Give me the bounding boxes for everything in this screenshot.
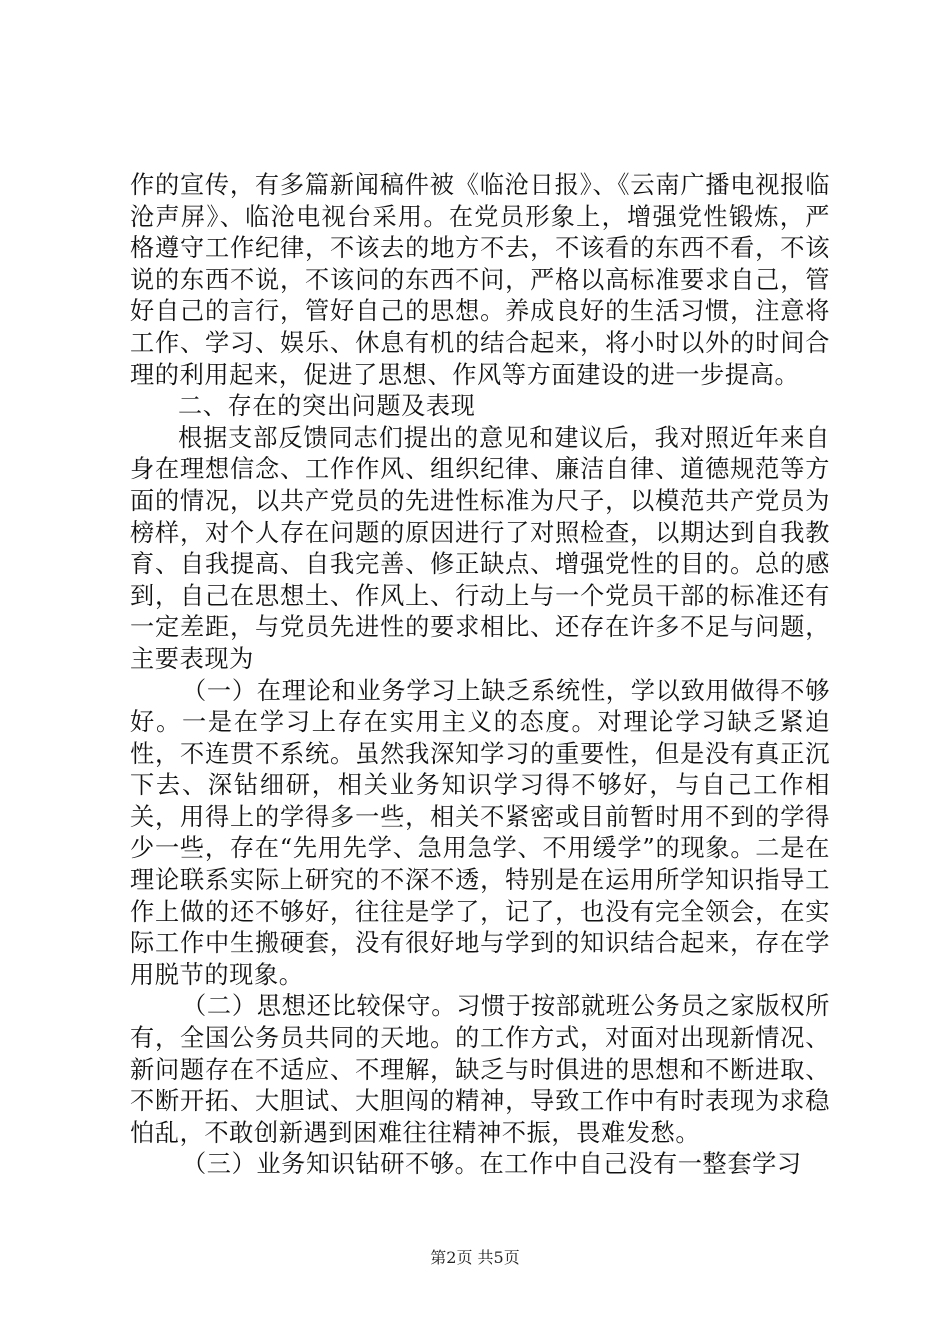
paragraph: 根据支部反馈同志们提出的意见和建议后，我对照近年来自身在理想信念、工作作风、组织纪律、廉洁自律、道德规范等方面的情况，以共产党员的先进性标准为尺子，以模范共产党员为榜样，对个人存在问题的原因进行了对照检查，以期达到自我教育、自我提高、自我完善、修正缺点、增强党性的目的。总的感到，自己在思想土、作风上、行动上与一个党员干部的标准还有一定差距，与党员先进性的要求相比、还存在许多不足与问题，主要表现为: [130, 423, 830, 673]
paragraph-item-2: （二）思想还比较保守。习惯于按部就班公务员之家版权所有，全国公务员共同的天地。的工作方式，对面对出现新情况、新问题存在不适应、不理解，缺乏与时俱进的思想和不断进取、不断开拓、大胆试、大胆闯的精神，导致工作中有时表现为求稳怕乱，不敢创新遇到困难往往精神不振，畏难发愁。: [130, 992, 830, 1147]
paragraph-item-3: （三）业务知识钻研不够。在工作中自己没有一整套学习: [182, 1150, 802, 1179]
document-body: [130, 170, 830, 1181]
paragraph-continuation: 作的宣传，有多篇新闻稿件被《临沧日报》、《云南广播电视报临沧声屏》、临沧电视台采用。在党员形象上，增强党性锻炼，严格遵守工作纪律，不该去的地方不去，不该看的东西不看，不该说的东西不说，不该问的东西不问，严格以高标准要求自己，管好自己的言行，管好自己的思想。养成良好的生活习惯，注意将工作、学习、娱乐、休息有机的结合起来，将小时以外的时间合理的利用起来，促进了思想、作风等方面建设的进一步提高。: [130, 171, 830, 389]
page-number: 第2页 共5页: [430, 1248, 520, 1267]
section-heading: 二、存在的突出问题及表现: [178, 392, 476, 421]
paragraph-item-1: （一）在理论和业务学习上缺乏系统性，学以致用做得不够好。一是在学习上存在实用主义的态度。对理论学习缺乏紧迫性，不连贯不系统。虽然我深知学习的重要性，但是没有真正沉下去、深钻细研，相关业务知识学习得不够好，与自己工作相关，用得上的学得多一些，相关不紧密或目前暂时用不到的学得少一些，存在“先用先学、急用急学、不用缓学”的现象。二是在理论联系实际上研究的不深不透，特别是在运用所学知识指导工作上做的还不够好，往往是学了，记了，也没有完全领会，在实际工作中生搬硬套，没有很好地与学到的知识结合起来，存在学用脱节的现象。: [130, 676, 830, 989]
